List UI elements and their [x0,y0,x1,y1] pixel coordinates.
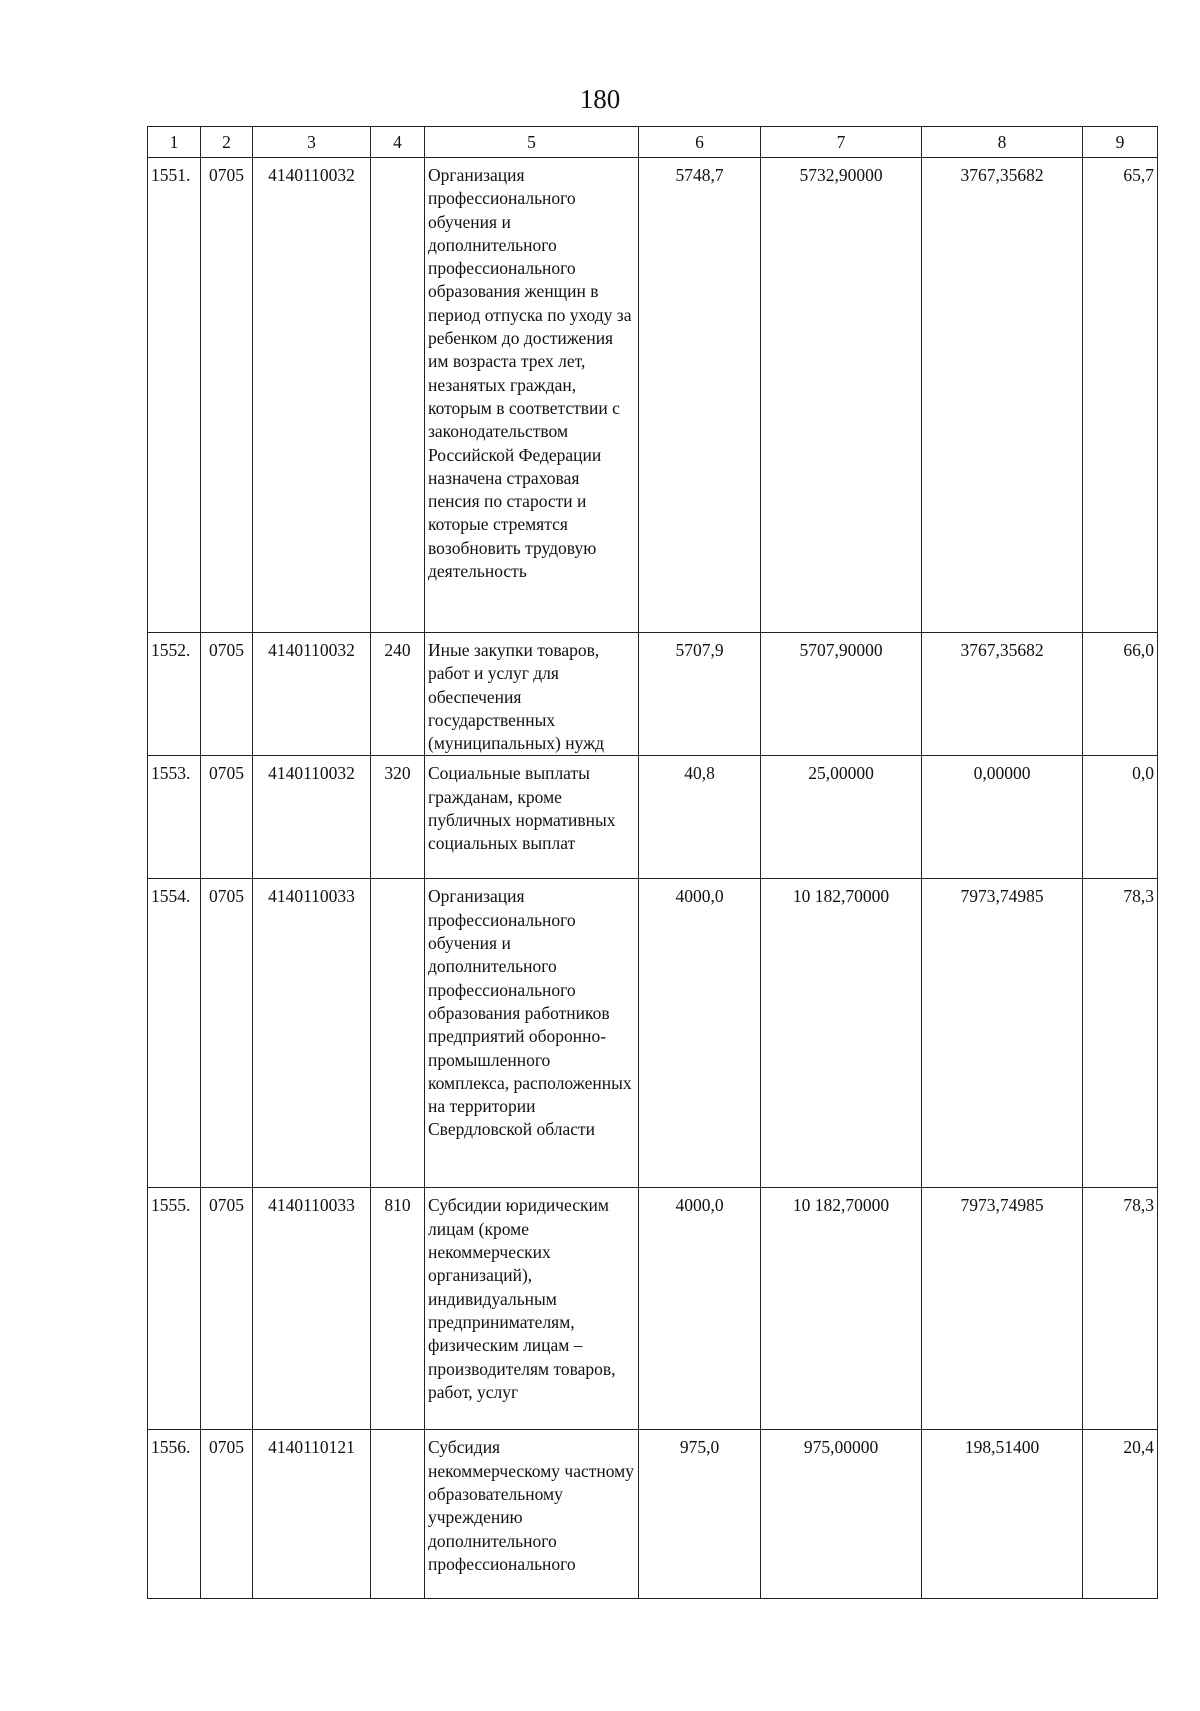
table-row [148,1430,1158,1599]
column-header: 9 [1083,127,1158,158]
expense-type: 240 [371,633,425,756]
column-header: 1 [148,127,201,158]
value-col6: 5748,7 [639,158,761,633]
target-code: 4140110121 [253,1430,371,1599]
value-col7: 5707,90000 [761,633,922,756]
value-col9: 78,3 [1083,1188,1158,1430]
table-row [148,633,1158,756]
value-col9: 65,7 [1083,158,1158,633]
column-header: 3 [253,127,371,158]
value-col8: 198,51400 [922,1430,1083,1599]
row-number: 1555. [148,1188,201,1430]
table-row [148,879,1158,1188]
expense-type: 320 [371,756,425,879]
table-row [148,158,1158,633]
value-col9: 66,0 [1083,633,1158,756]
item-name: Субсидии юридическим лицам (кроме некоммерческих организаций), индивидуальным предпринимателям, физическим лицам – производителям товаров, работ, услуг [425,1188,639,1430]
value-col8: 0,00000 [922,756,1083,879]
row-number: 1553. [148,756,201,879]
row-number: 1551. [148,158,201,633]
section-code: 0705 [201,158,253,633]
table-row [148,756,1158,879]
value-col6: 4000,0 [639,1188,761,1430]
section-code: 0705 [201,1188,253,1430]
table-row [148,1188,1158,1430]
item-name: Социальные выплаты гражданам, кроме публичных нормативных социальных выплат [425,756,639,879]
target-code: 4140110032 [253,633,371,756]
value-col9: 20,4 [1083,1430,1158,1599]
column-header: 2 [201,127,253,158]
expense-type: 810 [371,1188,425,1430]
page-number: 180 [579,84,621,114]
value-col7: 10 182,70000 [761,1188,922,1430]
column-header: 7 [761,127,922,158]
column-header: 8 [922,127,1083,158]
section-code: 0705 [201,633,253,756]
section-code: 0705 [201,756,253,879]
value-col6: 4000,0 [639,879,761,1188]
budget-table [147,126,1158,1599]
expense-type [371,879,425,1188]
value-col8: 3767,35682 [922,633,1083,756]
value-col6: 40,8 [639,756,761,879]
expense-type [371,1430,425,1599]
target-code: 4140110032 [253,756,371,879]
value-col7: 5732,90000 [761,158,922,633]
row-number: 1552. [148,633,201,756]
row-number: 1556. [148,1430,201,1599]
value-col8: 7973,74985 [922,1188,1083,1430]
column-header: 5 [425,127,639,158]
value-col8: 3767,35682 [922,158,1083,633]
section-code: 0705 [201,879,253,1188]
target-code: 4140110033 [253,879,371,1188]
item-name: Организация профессионального обучения и дополнительного профессионального образования работников предприятий оборонно-промышленного комплекса, расположенных на территории Свердловской области [425,879,639,1188]
value-col6: 5707,9 [639,633,761,756]
value-col9: 0,0 [1083,756,1158,879]
target-code: 4140110032 [253,158,371,633]
section-code: 0705 [201,1430,253,1599]
target-code: 4140110033 [253,1188,371,1430]
row-number: 1554. [148,879,201,1188]
item-name: Субсидия некоммерческому частному образовательному учреждению дополнительного профессионального [425,1430,639,1599]
value-col6: 975,0 [639,1430,761,1599]
value-col9: 78,3 [1083,879,1158,1188]
item-name: Иные закупки товаров, работ и услуг для обеспечения государственных (муниципальных) нужд [425,633,639,756]
header-row [148,127,1158,158]
value-col7: 25,00000 [761,756,922,879]
column-header: 6 [639,127,761,158]
item-name: Организация профессионального обучения и дополнительного профессионального образования женщин в период отпуска по уходу за ребенком до достижения им возраста трех лет, незанятых граждан, которым в соответствии с законодательством Российской Федерации назначена страховая пенсия по старости и которые стремятся возобновить трудовую деятельность [425,158,639,633]
column-header: 4 [371,127,425,158]
value-col8: 7973,74985 [922,879,1083,1188]
expense-type [371,158,425,633]
value-col7: 10 182,70000 [761,879,922,1188]
value-col7: 975,00000 [761,1430,922,1599]
